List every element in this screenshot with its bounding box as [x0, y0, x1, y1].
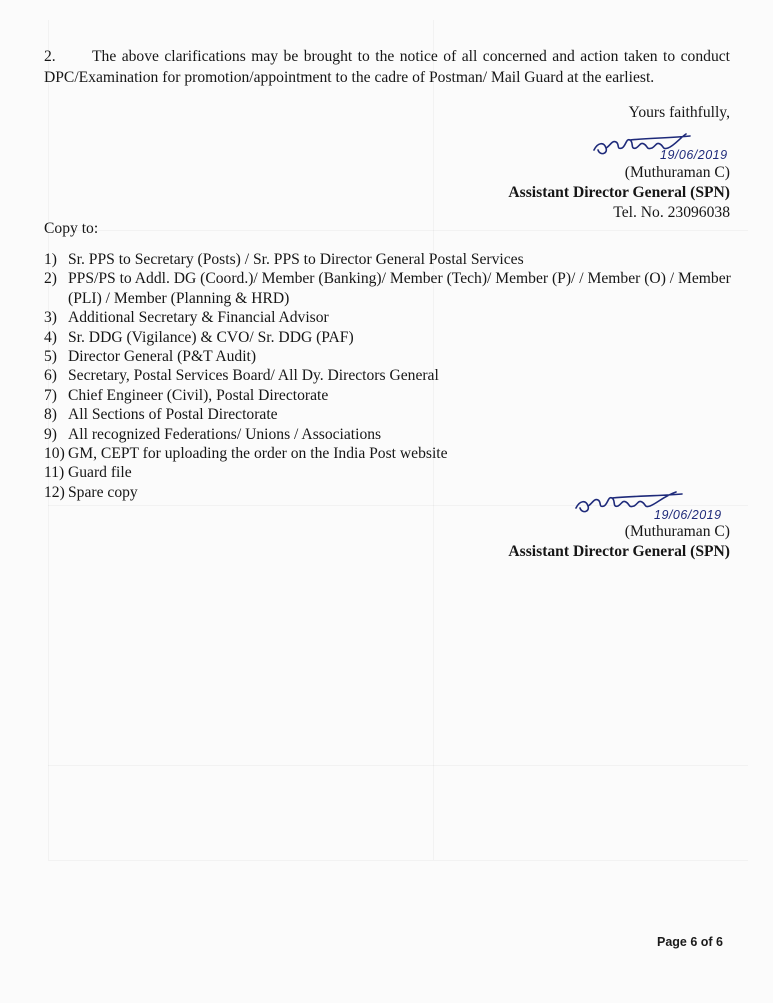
- signatory-2-designation: Assistant Director General (SPN): [508, 543, 730, 560]
- list-item: 3) Additional Secretary & Financial Advisor: [44, 309, 329, 327]
- copy-to-list: [44, 250, 744, 502]
- list-item: 1) Sr. PPS to Secretary (Posts) / Sr. PPS to Director General Postal Services: [44, 251, 524, 268]
- list-item: 11) Guard file: [44, 464, 132, 482]
- closing-line: Yours faithfully,: [628, 104, 730, 121]
- signature-1-date: 19/06/2019: [660, 148, 728, 162]
- signatory-1-telephone: Tel. No. 23096038: [613, 204, 730, 221]
- signatory-1-designation: Assistant Director General (SPN): [508, 184, 730, 201]
- list-item: 10) GM, CEPT for uploading the order on the India Post website: [44, 445, 448, 463]
- list-item: 2) PPS/PS to Addl. DG (Coord.)/ Member (Banking)/ Member (Tech)/ Member (P)/ / Member (O) / Member (PLI) / Member (Planning & HRD): [44, 270, 731, 307]
- list-item: 12) Spare copy: [44, 483, 138, 501]
- signature-1: [590, 128, 728, 162]
- list-item: 5) Director General (P&T Audit): [44, 348, 257, 366]
- paragraph-2: [44, 46, 730, 88]
- copy-to-heading: Copy to:: [44, 220, 99, 237]
- signature-2-date: 19/06/2019: [654, 508, 722, 522]
- list-item: 9) All recognized Federations/ Unions / Associations: [44, 425, 382, 443]
- signatory-1-name: (Muthuraman C): [624, 164, 730, 181]
- paragraph-number: 2.: [44, 48, 56, 65]
- page-number: Page 6 of 6: [657, 935, 723, 949]
- signature-2: [572, 486, 722, 522]
- list-item: 4) Sr. DDG (Vigilance) & CVO/ Sr. DDG (PAF): [44, 328, 354, 346]
- list-item: 8) All Sections of Postal Directorate: [44, 406, 278, 424]
- list-item: 7) Chief Engineer (Civil), Postal Directorate: [44, 386, 329, 404]
- list-item: 6) Secretary, Postal Services Board/ All Dy. Directors General: [44, 367, 439, 385]
- paragraph-text: The above clarifications may be brought to the notice of all concerned and action taken to conduct DPC/Examination for promotion/appointment to the cadre of Postman/ Mail Guard at the earliest.: [44, 48, 730, 86]
- signatory-2-name: (Muthuraman C): [624, 523, 730, 540]
